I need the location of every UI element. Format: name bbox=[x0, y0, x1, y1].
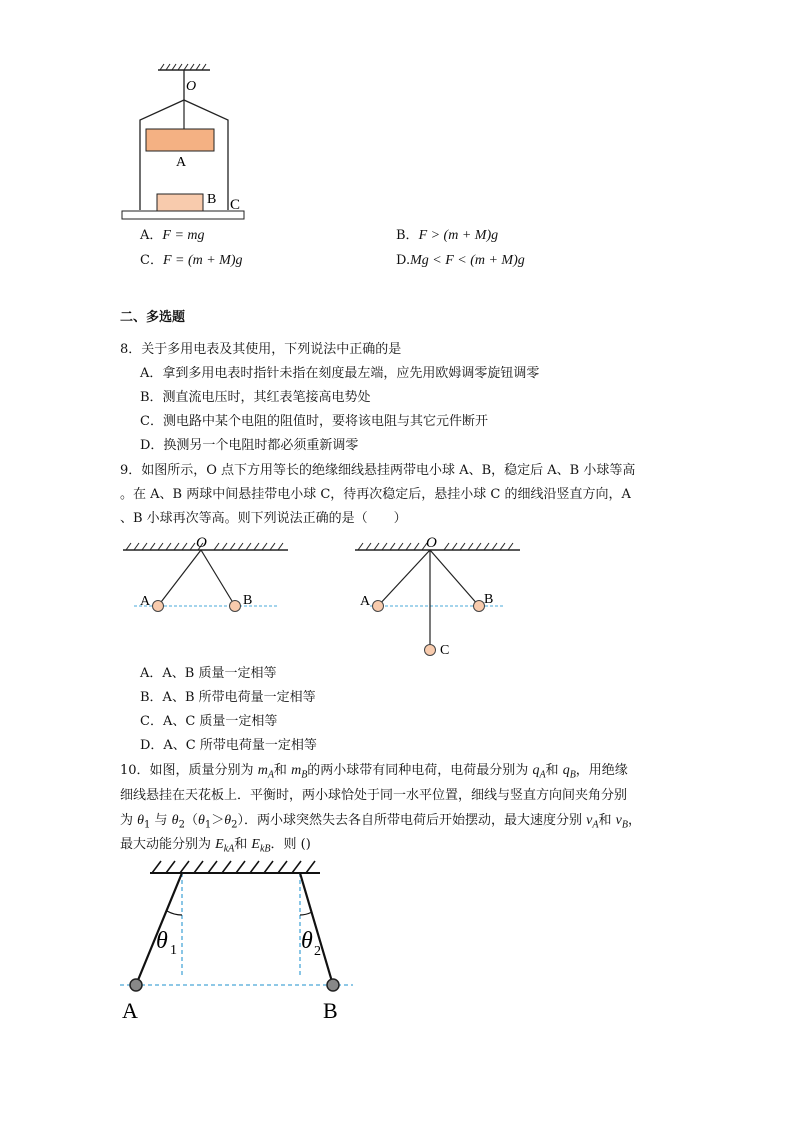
figure-q10 bbox=[105, 855, 365, 1025]
label-c: C bbox=[230, 197, 241, 213]
theta2-symbol: θ bbox=[301, 928, 313, 954]
q7-option-d: D.Mg < F < (m + M)g bbox=[396, 253, 525, 268]
figure-q9-right bbox=[350, 534, 525, 664]
q8-option-b: B．测直流电压时，其红表笔接高电势处 bbox=[140, 390, 371, 405]
q9-option-a: A．A、B 质量一定相等 bbox=[140, 666, 277, 681]
q10-stem-line2: 细线悬挂在天花板上．平衡时，两小球恰处于同一水平位置，细线与竖直方向间夹角分别 bbox=[120, 788, 628, 803]
q9-stem-line2: 。在 A、B 两球中间悬挂带电小球 C，待再次稳定后，悬挂小球 C 的细线沿竖直方向，A bbox=[120, 487, 631, 502]
q9-option-c: C．A、C 质量一定相等 bbox=[140, 714, 278, 729]
q10-stem-line1: 10．如图，质量分别为 $m_A$和 $m_B$的两小球带有同种电荷，电荷最分别为 $q_A$和 $q_B$，用绝缘 bbox=[120, 763, 628, 781]
label-a: A bbox=[176, 155, 187, 170]
label-a: A bbox=[122, 998, 138, 1023]
q7-option-c: C．F = (m + M)g bbox=[140, 253, 243, 268]
label-b: B bbox=[484, 592, 494, 607]
q9-option-b: B．A、B 所带电荷量一定相等 bbox=[140, 690, 316, 705]
q8-stem: 8．关于多用电表及其使用，下列说法中正确的是 bbox=[120, 342, 402, 357]
q8-option-a: A．拿到多用电表时指针未指在刻度最左端，应先用欧姆调零旋钮调零 bbox=[140, 366, 540, 381]
q10-stem-line3: 为 $\theta_1$ 与 $\theta_2(\theta_1>\theta_2)$．两小球突然失去各自所带电荷后开始摆动，最大速度分别 $v_A$和 $v_B$， bbox=[120, 813, 641, 831]
q8-option-d: D．换测另一个电阻时都必须重新调零 bbox=[140, 438, 359, 453]
label-b: B bbox=[207, 192, 217, 207]
label-a: A bbox=[140, 594, 151, 609]
label-a: A bbox=[360, 594, 371, 609]
q8-option-c: C．测电路中某个电阻的阻值时，要将该电阻与其它元件断开 bbox=[140, 414, 488, 429]
theta2-subscript: 2 bbox=[314, 944, 321, 959]
q10-stem-line4: 最大动能分别为 $E_{kA}$和 $E_{kB}$．则 () bbox=[120, 837, 311, 855]
q7-option-a: A．F = mg bbox=[140, 228, 205, 243]
label-o: O bbox=[196, 535, 207, 551]
label-b: B bbox=[323, 998, 338, 1023]
figure-box-pulley bbox=[110, 60, 260, 225]
theta1-symbol: θ bbox=[156, 928, 168, 954]
section-title: 二、多选题 bbox=[120, 310, 186, 325]
q9-stem-line1: 9．如图所示，O 点下方用等长的绝缘细线悬挂两带电小球 A、B，稳定后 A、B 小球等高 bbox=[120, 463, 636, 478]
q9-stem-line3: 、B 小球再次等高。则下列说法正确的是（ ） bbox=[120, 511, 407, 526]
label-b: B bbox=[243, 593, 253, 608]
label-c: C bbox=[440, 643, 450, 658]
label-o: O bbox=[426, 535, 437, 551]
figure-q9-left bbox=[118, 534, 293, 619]
label-o: O bbox=[186, 79, 197, 94]
q9-option-d: D．A、C 所带电荷量一定相等 bbox=[140, 738, 317, 753]
theta1-subscript: 1 bbox=[170, 943, 177, 958]
q7-option-b: B．F > (m + M)g bbox=[396, 228, 499, 243]
